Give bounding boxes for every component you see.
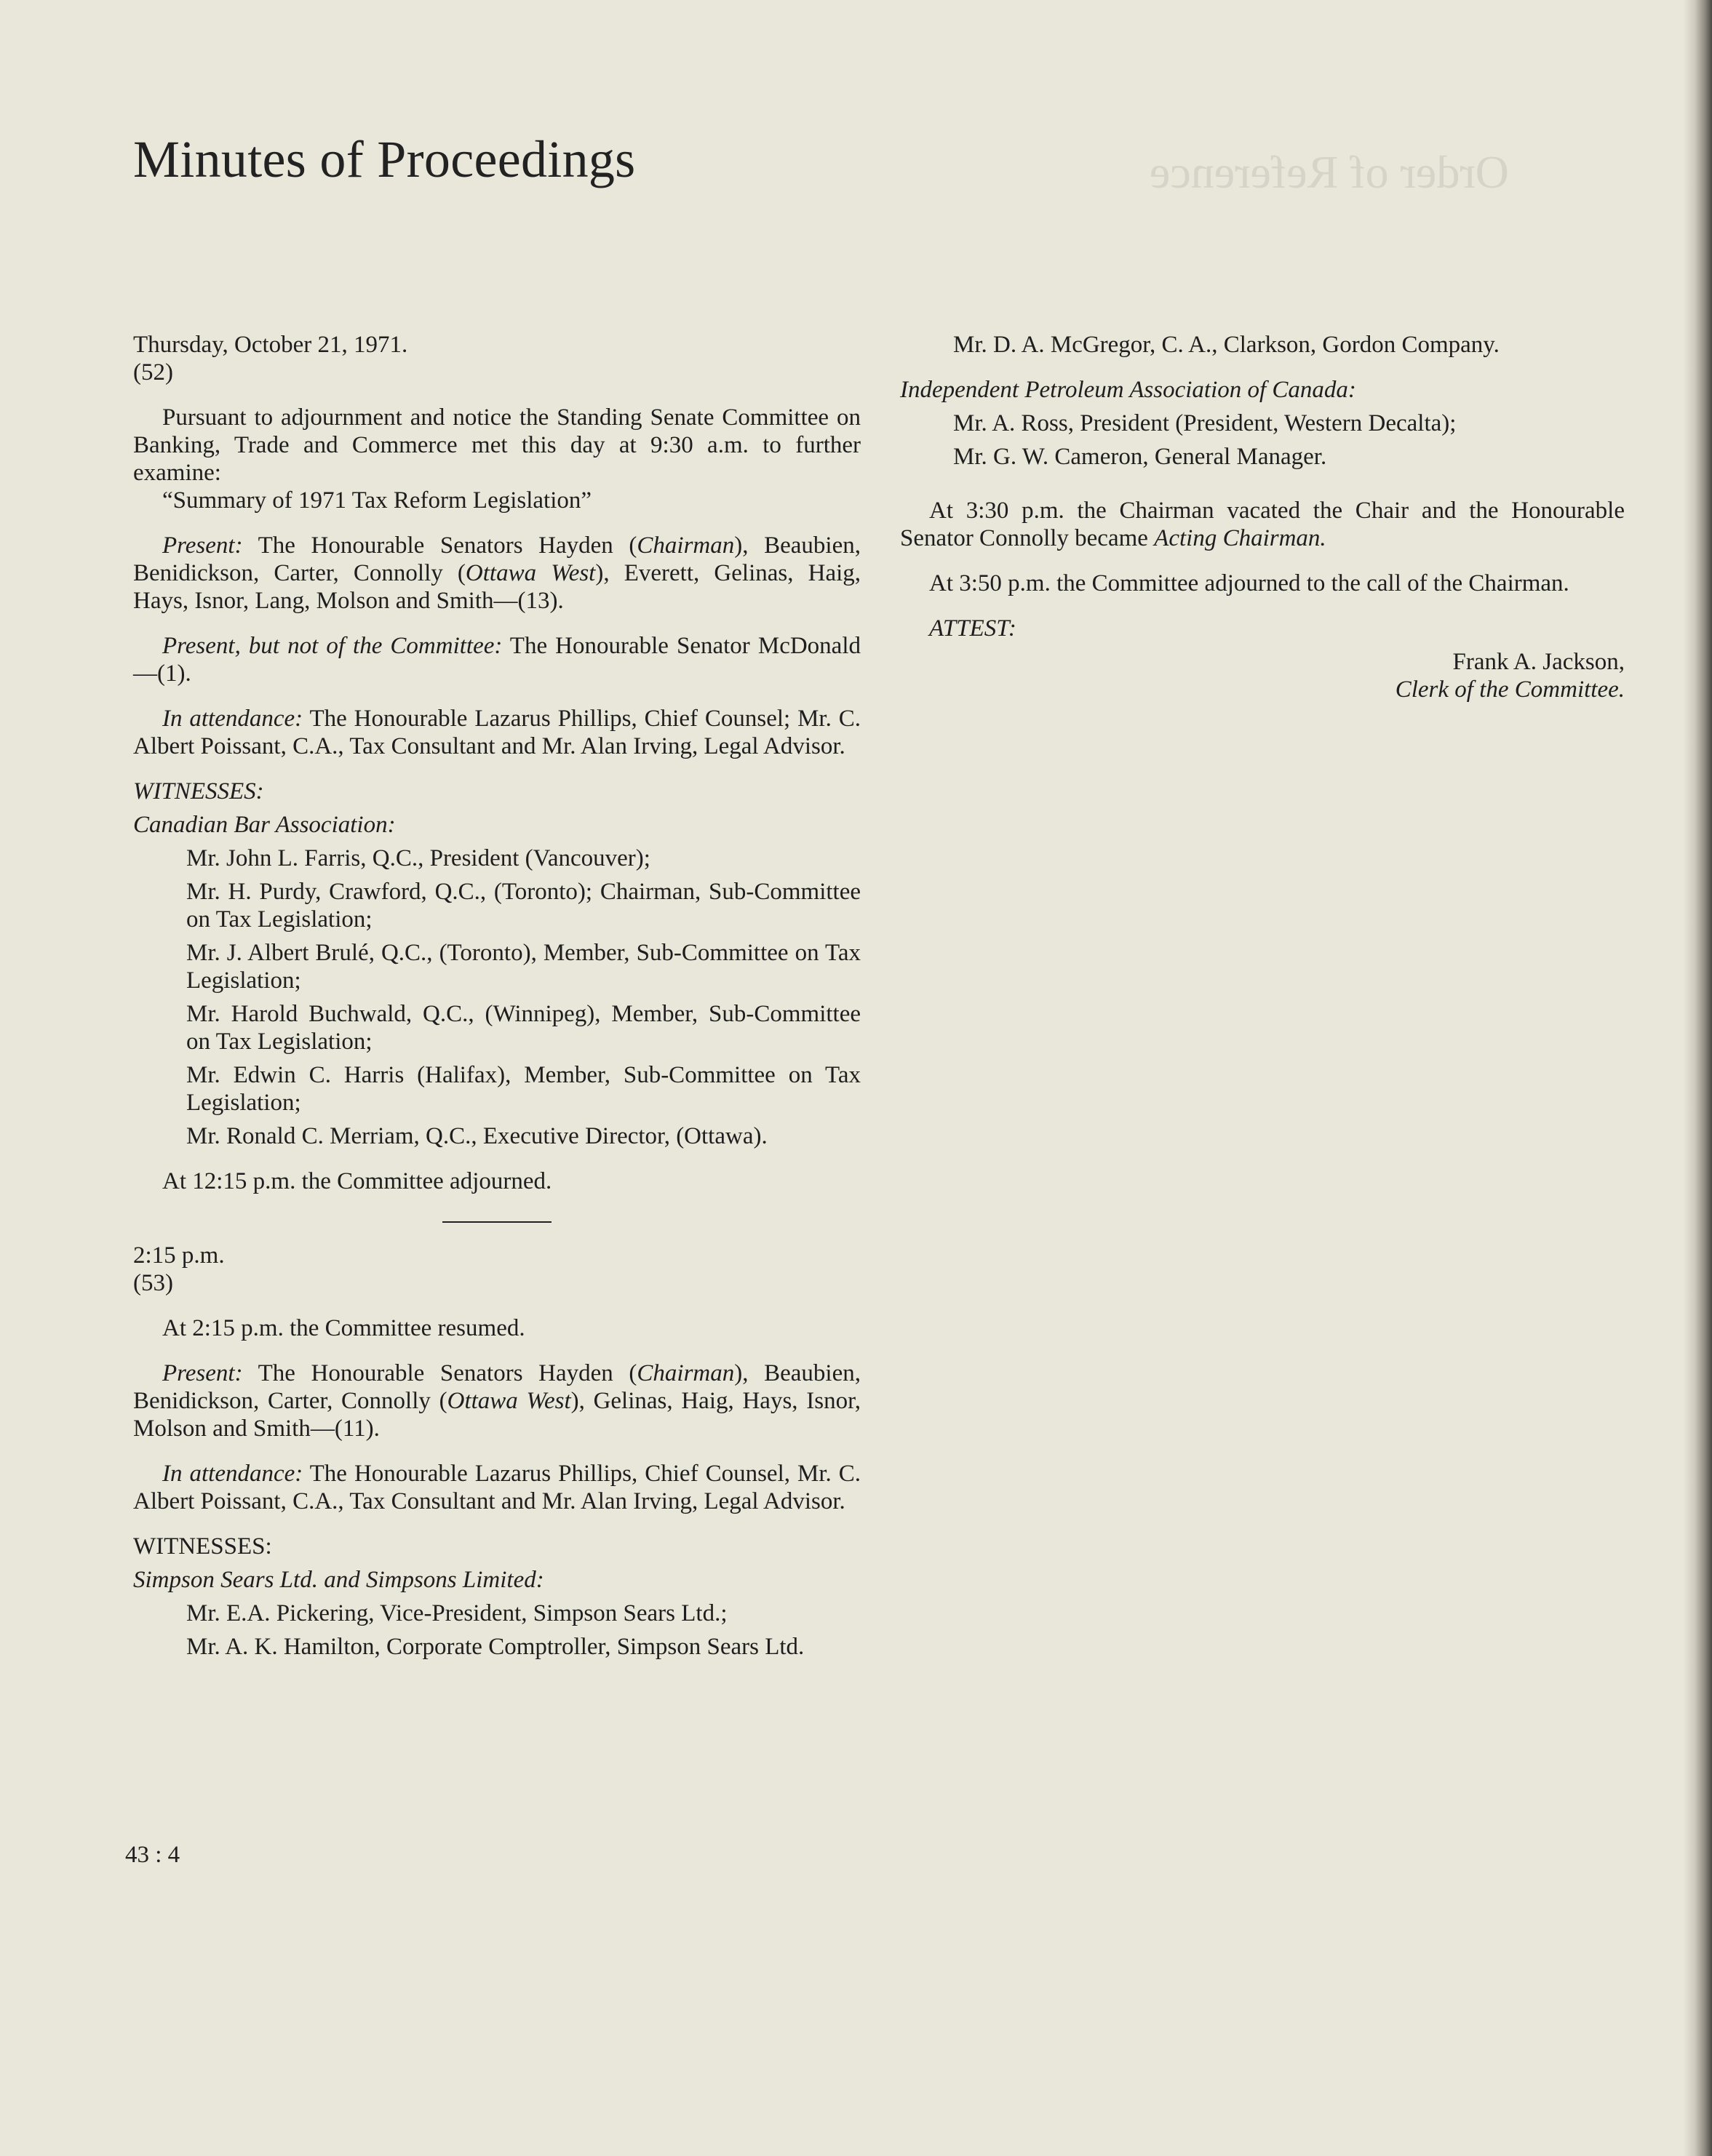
chairman-label: Chairman [637,532,735,559]
organization-name: Independent Petroleum Association of Canada: [900,377,1356,403]
afternoon-time: 2:15 p.m. [133,1242,225,1269]
signer-title: Clerk of the Committee. [1395,676,1625,703]
witness-entry: Mr. D. A. McGregor, C. A., Clarkson, Gordon Company. [953,332,1500,358]
attest-label: ATTEST: [929,615,1016,642]
present-text: ), Gelinas, Haig, Hays, Isnor, Molson and Smith—(11). [133,1388,861,1442]
witness-entry: Mr. Edwin C. Harris (Halifax), Member, Sub-Committee on Tax Legislation; [186,1062,861,1116]
witness-entry: Mr. A. K. Hamilton, Corporate Comptroller, Simpson Sears Ltd. [186,1634,805,1660]
signer-name: Frank A. Jackson, [1452,649,1625,675]
present-not-text: The Honourable Senator McDonald—(1). [133,633,861,687]
attendance-text: The Honourable Lazarus Phillips, Chief Counsel, Mr. C. Albert Poissant, C.A., Tax Consultant and Mr. Alan Irving, Legal Advisor. [133,1461,861,1514]
chairman-label: Chairman [637,1360,735,1386]
page-number: 43 : 4 [125,1842,180,1868]
resumed-line: At 2:15 p.m. the Committee resumed. [162,1315,525,1341]
meeting-date: Thursday, October 21, 1971. [133,332,408,358]
witness-entry: Mr. G. W. Cameron, General Manager. [953,444,1327,470]
vacated-text: At 3:30 p.m. the Chairman vacated the Chair and the Honourable Senator Connolly became [900,498,1625,551]
page-title: Minutes of Proceedings [133,130,636,188]
right-column [900,331,1625,703]
opening-text: Pursuant to adjournment and notice the Standing Senate Committee on Banking, Trade and Commerce met this day at 9:30 a.m. to further examine: [133,404,861,486]
witness-entry: Mr. A. Ross, President (President, Western Decalta); [953,410,1457,436]
ottawa-west-label: Ottawa West [447,1388,571,1414]
page-edge-shadow [1683,0,1712,2156]
meeting-number: (52) [133,359,173,386]
opening-paragraph [133,404,861,514]
attendance-label: In attendance: [162,706,303,732]
organization-name: Simpson Sears Ltd. and Simpsons Limited: [133,1567,544,1593]
witness-entry: Mr. J. Albert Brulé, Q.C., (Toronto), Member, Sub-Committee on Tax Legislation; [186,940,861,994]
witness-entry: Mr. John L. Farris, Q.C., President (Vancouver); [186,845,650,871]
attendance-paragraph [133,1460,861,1515]
present-text: ), Beaubien, Benidickson, Carter, Connolly ( [133,532,861,586]
present-text: The Honourable Senators Hayden ( [242,1360,637,1386]
present-label: Present: [162,1360,243,1386]
present-paragraph [133,1360,861,1442]
attendance-paragraph [133,705,861,760]
present-not-label: Present, but not of the Committee: [162,633,503,659]
afternoon-number: (53) [133,1270,173,1296]
acting-chairman-label: Acting Chairman. [1154,525,1326,551]
present-label: Present: [162,532,243,559]
present-not-paragraph [133,632,861,687]
subject-line: “Summary of 1971 Tax Reform Legislation” [162,487,592,514]
witnesses-heading: WITNESSES: [133,778,264,804]
witness-entry: Mr. Harold Buchwald, Q.C., (Winnipeg), Member, Sub-Committee on Tax Legislation; [186,1001,861,1055]
vacated-paragraph [900,497,1625,552]
adjourned-call-paragraph: At 3:50 p.m. the Committee adjourned to the call of the Chairman. [929,570,1569,596]
witness-entry: Mr. H. Purdy, Crawford, Q.C., (Toronto); Chairman, Sub-Committee on Tax Legislation; [186,879,861,933]
organization-name: Canadian Bar Association: [133,812,396,838]
section-divider [442,1221,552,1223]
present-text: The Honourable Senators Hayden ( [242,532,637,559]
witness-entry: Mr. E.A. Pickering, Vice-President, Simpson Sears Ltd.; [186,1600,728,1626]
adjourned-line: At 12:15 p.m. the Committee adjourned. [162,1168,552,1194]
left-column [133,331,861,1661]
present-text: ), Everett, Gelinas, Haig, Hays, Isnor, Lang, Molson and Smith—(13). [133,560,861,614]
ottawa-west-label: Ottawa West [465,560,596,586]
witness-entry: Mr. Ronald C. Merriam, Q.C., Executive Director, (Ottawa). [186,1123,768,1149]
present-paragraph [133,532,861,615]
witnesses-heading: WITNESSES: [133,1533,272,1560]
attendance-label: In attendance: [162,1461,303,1487]
attendance-text: The Honourable Lazarus Phillips, Chief Counsel; Mr. C. Albert Poissant, C.A., Tax Consultant and Mr. Alan Irving, Legal Advisor. [133,706,861,759]
present-text: ), Beaubien, Benidickson, Carter, Connolly ( [133,1360,861,1414]
bleed-through-text: Order of Reference [1150,146,1509,198]
